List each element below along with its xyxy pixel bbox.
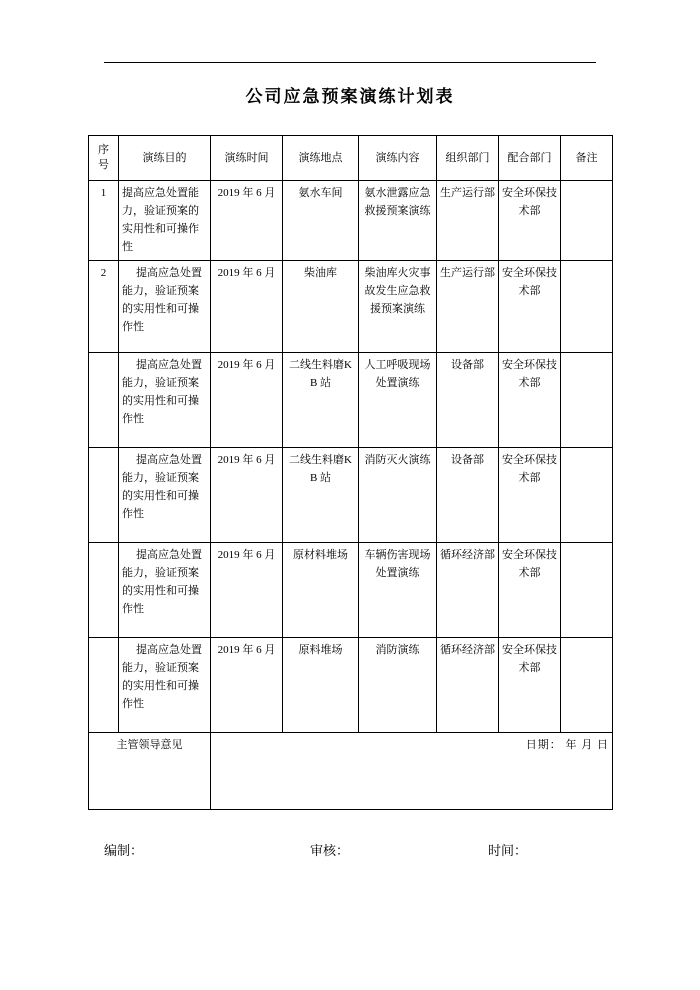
page-title: 公司应急预案演练计划表 [245, 87, 455, 106]
column-header-seq [89, 136, 119, 181]
table-header [89, 136, 613, 181]
cell-seq [89, 447, 119, 542]
cell-place: 二线生料磨KB 站 [283, 352, 359, 447]
signature-date-line: 日期： 年 月 日 [211, 732, 613, 809]
drill-plan-table [88, 135, 613, 810]
cell-cooperator: 安全环保技术部 [499, 181, 561, 261]
cell-purpose: 提高应急处置能力，验证预案的实用性和可操作性 [119, 542, 211, 637]
cell-note [561, 181, 613, 261]
cell-note [561, 352, 613, 447]
cell-place: 氨水车间 [283, 181, 359, 261]
table-row [89, 352, 613, 447]
cell-seq [89, 542, 119, 637]
cell-content: 消防灭火演练 [359, 447, 437, 542]
cell-note [561, 542, 613, 637]
cell-purpose: 提高应急处置能力，验证预案的实用性和可操作性 [119, 181, 211, 261]
cell-organizer: 设备部 [437, 447, 499, 542]
column-header-seq-line2: 号 [98, 159, 109, 171]
cell-time: 2019 年 6 月 [211, 447, 283, 542]
cell-content: 车辆伤害现场处置演练 [359, 542, 437, 637]
cell-time: 2019 年 6 月 [211, 181, 283, 261]
cell-cooperator: 安全环保技术部 [499, 260, 561, 352]
cell-purpose: 提高应急处置能力，验证预案的实用性和可操作性 [119, 352, 211, 447]
table-row [89, 542, 613, 637]
table-header-row [89, 136, 613, 181]
signature-row [89, 732, 613, 809]
cell-content: 消防演练 [359, 637, 437, 732]
column-header-note: 备注 [561, 136, 613, 181]
column-header-seq-line1: 序 [98, 143, 109, 156]
cell-cooperator: 安全环保技术部 [499, 447, 561, 542]
table-row [89, 260, 613, 352]
cell-seq [89, 637, 119, 732]
cell-seq [89, 352, 119, 447]
footer-reviewed-by: 审核： [310, 843, 350, 858]
cell-organizer: 设备部 [437, 352, 499, 447]
cell-place: 原材料堆场 [283, 542, 359, 637]
cell-place: 柴油库 [283, 260, 359, 352]
header-rule [104, 62, 596, 63]
cell-time: 2019 年 6 月 [211, 542, 283, 637]
signature-label: 主管领导意见 [89, 732, 211, 809]
cell-note [561, 637, 613, 732]
column-header-place: 演练地点 [283, 136, 359, 181]
cell-cooperator: 安全环保技术部 [499, 542, 561, 637]
cell-organizer: 循环经济部 [437, 542, 499, 637]
column-header-content: 演练内容 [359, 136, 437, 181]
column-header-organizer: 组织部门 [437, 136, 499, 181]
cell-content: 人工呼吸现场处置演练 [359, 352, 437, 447]
table-row [89, 637, 613, 732]
cell-note [561, 447, 613, 542]
cell-seq: 2 [89, 260, 119, 352]
cell-content: 柴油库火灾事故发生应急救援预案演练 [359, 260, 437, 352]
cell-time: 2019 年 6 月 [211, 352, 283, 447]
cell-time: 2019 年 6 月 [211, 637, 283, 732]
column-header-cooperator: 配合部门 [499, 136, 561, 181]
cell-organizer: 循环经济部 [437, 637, 499, 732]
cell-purpose: 提高应急处置能力，验证预案的实用性和可操作性 [119, 447, 211, 542]
cell-organizer: 生产运行部 [437, 181, 499, 261]
cell-purpose: 提高应急处置能力，验证预案的实用性和可操作性 [119, 637, 211, 732]
cell-cooperator: 安全环保技术部 [499, 637, 561, 732]
footer-prepared-by: 编制： [104, 843, 144, 858]
footer-date: 时间： [488, 843, 528, 858]
cell-place: 原料堆场 [283, 637, 359, 732]
cell-note [561, 260, 613, 352]
cell-place: 二线生料磨KB 站 [283, 447, 359, 542]
cell-content: 氨水泄露应急救援预案演练 [359, 181, 437, 261]
table-row [89, 181, 613, 261]
cell-time: 2019 年 6 月 [211, 260, 283, 352]
cell-cooperator: 安全环保技术部 [499, 352, 561, 447]
column-header-time: 演练时间 [211, 136, 283, 181]
cell-organizer: 生产运行部 [437, 260, 499, 352]
cell-seq: 1 [89, 181, 119, 261]
column-header-purpose: 演练目的 [119, 136, 211, 181]
table-body [89, 181, 613, 810]
cell-purpose: 提高应急处置能力，验证预案的实用性和可操作性 [119, 260, 211, 352]
table-row [89, 447, 613, 542]
